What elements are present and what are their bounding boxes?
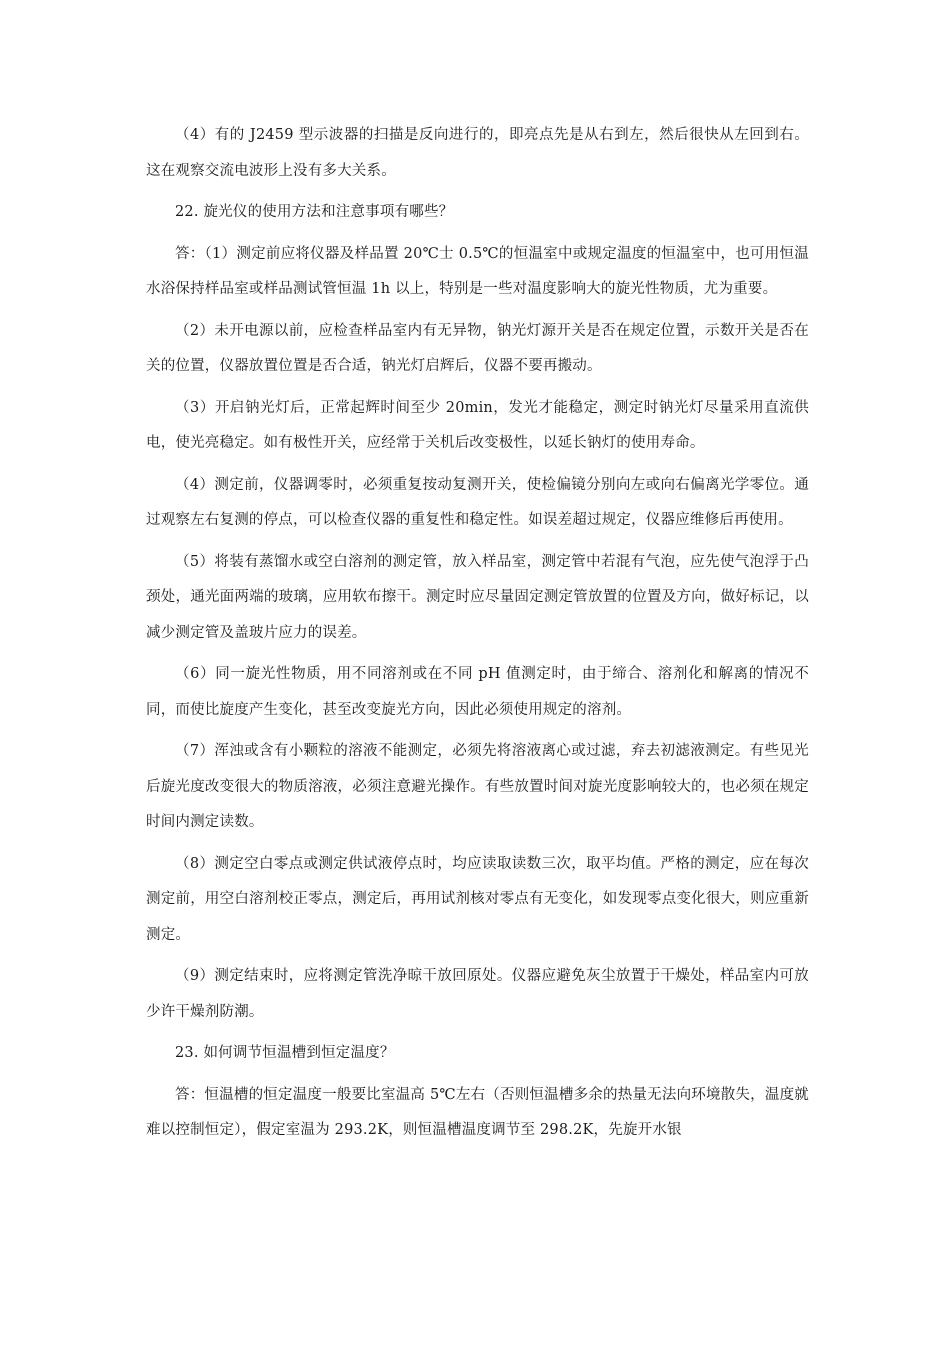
question-22-heading: 22. 旋光仪的使用方法和注意事项有哪些？ <box>175 204 454 220</box>
answer-22-item-9: （9）测定结束时，应将测定管洗净晾干放回原处。仪器应避免灰尘放置于干燥处，样品室内可放少许干燥剂防潮。 <box>146 968 809 1020</box>
answer-22-item-6: （6）同一旋光性物质，用不同溶剂或在不同 pH 值测定时，由于缔合、溶剂化和解离的情况不同，而使比旋度产生变化，甚至改变旋光方向，因此必须使用规定的溶剂。 <box>146 666 809 718</box>
answer-23: 答：恒温槽的恒定温度一般要比室温高 5℃左右（否则恒温槽多余的热量无法向环境散失，温度就难以控制恒定），假定室温为 293.2K，则恒温槽温度调节至 298.2K，先旋开水银 <box>146 1086 809 1138</box>
answer-22-item-3: （3）开启钠光灯后，正常起辉时间至少 20min，发光才能稳定，测定时钠光灯尽量采用直流供电，使光亮稳定。如有极性开关，应经常于关机后改变极性，以延长钠灯的使用寿命。 <box>146 399 809 451</box>
answer-22-item-7: （7）浑浊或含有小颗粒的溶液不能测定，必须先将溶液离心或过滤，弃去初滤液测定。有些见光后旋光度改变很大的物质溶液，必须注意避光操作。有些放置时间对旋光度影响较大的，也必须在规定时间内测定读数。 <box>146 743 809 830</box>
answer-22-item-8: （8）测定空白零点或测定供试液停点时，均应读取读数三次，取平均值。严格的测定，应在每次测定前，用空白溶剂校正零点，测定后，再用试剂核对零点有无变化，如发现零点变化很大，则应重新测定。 <box>146 855 809 943</box>
answer-22-item-4: （4）测定前，仪器调零时，必须重复按动复测开关，使检偏镜分别向左或向右偏离光学零位。通过观察左右复测的停点，可以检查仪器的重复性和稳定性。如误差超过规定，仪器应维修后再使用。 <box>146 476 809 528</box>
document-page <box>146 118 809 1155</box>
question-23-heading: 23. 如何调节恒温槽到恒定温度？ <box>175 1045 395 1061</box>
answer-22-item-2: （2）未开电源以前，应检查样品室内有无异物，钠光灯源开关是否在规定位置，示数开关是否在关的位置，仪器放置位置是否合适，钠光灯启辉后，仪器不要再搬动。 <box>146 322 809 374</box>
answer-22-item-1: 答：（1）测定前应将仪器及样品置 20℃士 0.5℃的恒温室中或规定温度的恒温室中，也可用恒温水浴保持样品室或样品测试管恒温 1h 以上，特别是一些对温度影响大的旋光性物质，尤为重要。 <box>146 245 809 297</box>
paragraph-oscilloscope-note-4: （4）有的 J2459 型示波器的扫描是反向进行的，即亮点先是从右到左，然后很快从左回到右。这在观察交流电波形上没有多大关系。 <box>146 127 809 179</box>
answer-22-item-5: （5）将装有蒸馏水或空白溶剂的测定管，放入样品室，测定管中若混有气泡，应先使气泡浮于凸颈处，通光面两端的玻璃，应用软布擦干。测定时应尽量固定测定管放置的位置及方向，做好标记，以减少测定管及盖玻片应力的误差。 <box>146 553 809 641</box>
